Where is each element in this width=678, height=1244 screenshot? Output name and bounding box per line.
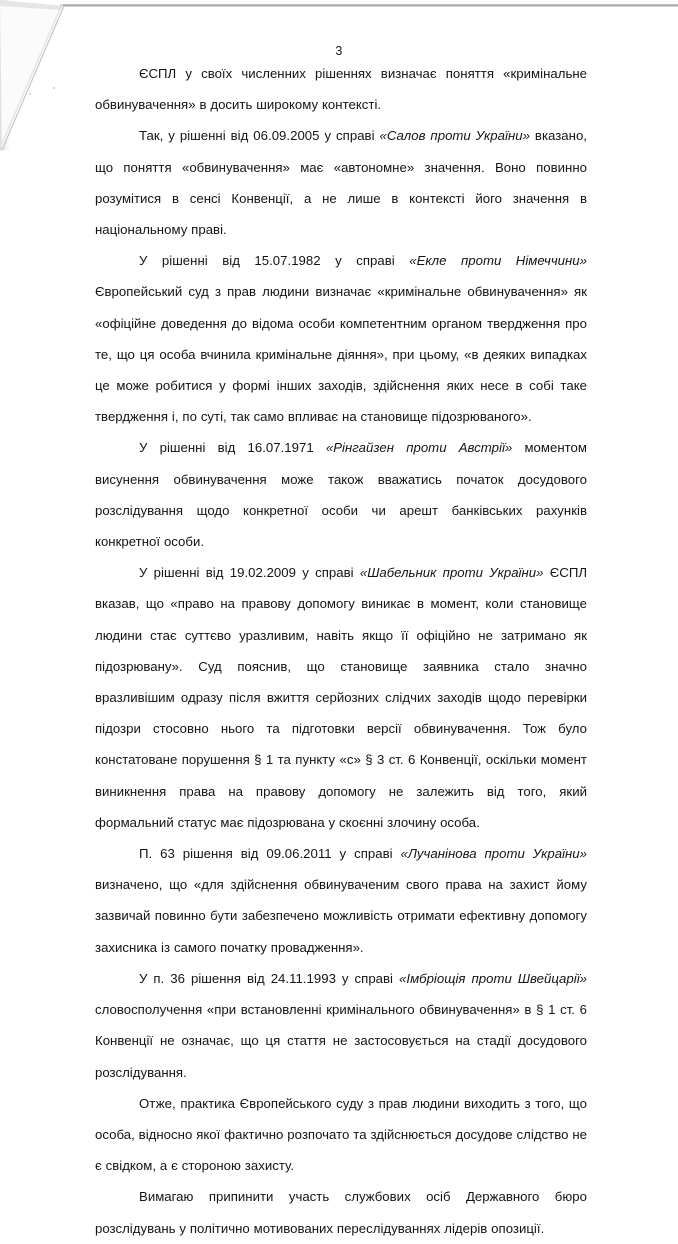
case-name: «Шабельник проти України» [359,565,544,581]
paragraph [95,120,587,245]
text-run: Так, у рішенні від 06.09.2005 у справі [139,128,380,144]
paragraph [95,1181,587,1243]
text-run: П. 63 рішення від 09.06.2011 у справі [139,846,401,862]
paragraph [95,557,587,838]
text-run: Отже, практика Європейського суду з прав людини виходить з того, що особа, відносно якої фактично розпочато та здійснюється досудове слідство не є свідком, а є стороною захисту. [95,1095,587,1174]
paragraph [95,432,587,557]
page-top-edge-shadow [60,4,678,7]
text-run: моментом висунення обвинувачення може також вважатись початок досудового розслідування щодо конкретної особи чи арешт банківських рахунків конкретної особи. [95,440,587,550]
document-body [95,58,587,1244]
text-run: У рішенні від 16.07.1971 [139,440,326,456]
text-run: вказано, що поняття «обвинувачення» має «автономне» значення. Воно повинно розумітися в сенсі Конвенції, а не лише в контексті його значення в національному праві. [95,128,587,238]
text-run: У рішенні від 19.02.2009 у справі [139,565,360,581]
scan-artifact-speck [29,93,31,95]
paragraph [95,838,587,963]
case-name: «Рінгайзен проти Австрії» [325,440,513,456]
paragraph [95,58,587,120]
case-name: «Імбріощія проти Швейцарії» [399,970,587,986]
page-left-edge-shadow [0,0,10,150]
text-run: У рішенні від 15.07.1982 у справі [139,253,410,269]
text-run: ЄСПЛ у своїх численних рішеннях визначає поняття «кримінальне обвинувачення» в досить широкому контексті. [95,66,587,113]
text-run: Європейський суд з прав людини визначає «кримінальне обвинувачення» як «офіційне доведення до відома особи компетентним органом твердження про те, що ця особа вчинила кримінальне діяння», при цьому, «в деяких випадках це може робитися у формі інших заходів, здійснення яких несе в собі таке твердження і, по суті, так само впливає на становище підозрюваного». [95,284,587,425]
text-run: словосполучення «при встановленні кримінального обвинувачення» в § 1 ст. 6 Конвенції не означає, що ця стаття не застосовується на стадії досудового розслідування. [95,1002,587,1080]
page-number: 3 [335,44,343,58]
paragraph [95,963,587,1088]
case-name: «Лучанінова проти України» [400,846,587,862]
text-run: Вимагаю припинити участь службових осіб Державного бюро розслідувань у політично мотивованих переслідуваннях лідерів опозиції. [95,1189,587,1236]
text-run: ЄСПЛ вказав, що «право на правову допомогу виникає в момент, коли становище людини стає суттєво уразливим, навіть якщо її офіційно не затримано як підозрювану». Суд пояснив, що становище заявника стало значно вразливішим одразу після вжиття серйозних слідчих заходів щодо перевірки підозри стосовно нього та підготовки версії обвинувачення. Тож було констатоване порушення § 1 та пункту «с» § 3 ст. 6 Конвенції, оскільки момент виникнення права на правову допомогу не залежить від того, який формальний статус має підозрювана у скоєнні злочину особа. [95,565,587,830]
case-name: «Екле проти Німеччини» [409,253,588,269]
paragraph [95,1088,587,1182]
scan-artifact-speck [53,87,55,89]
case-name: «Салов проти України» [379,128,530,144]
paragraph [95,245,587,432]
text-run: У п. 36 рішення від 24.11.1993 у справі [139,970,400,986]
text-run: визначено, що «для здійснення обвинуваченим свого права на захист йому зазвичай повинно бути забезпечено можливість отримати ефективну допомогу захисника із самого початку провадження». [95,877,587,955]
